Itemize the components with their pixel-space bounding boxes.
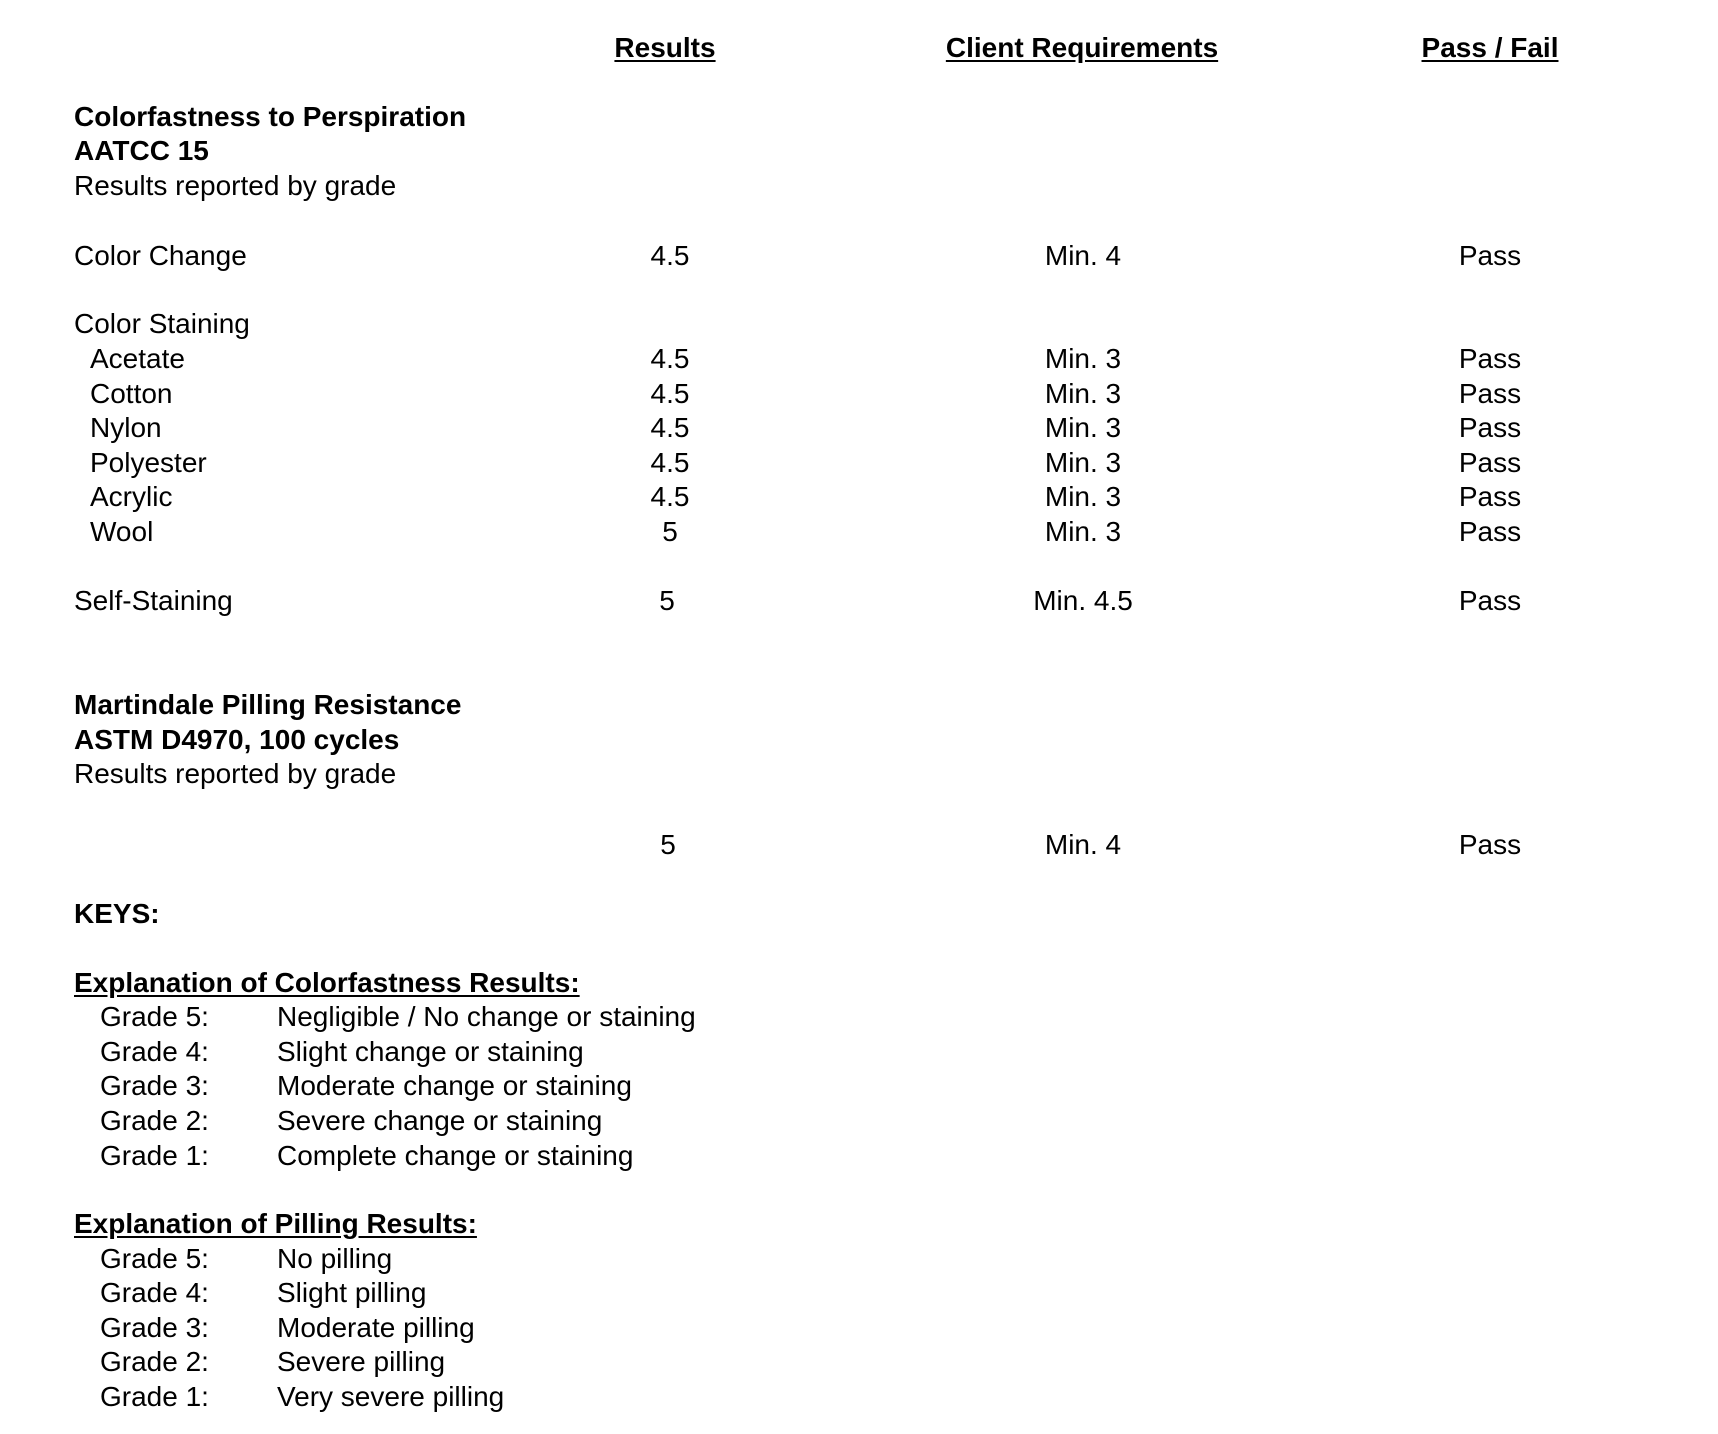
staining-nylon-status: Pass <box>1458 412 1522 443</box>
pl-grade-2-label: Grade 2: <box>100 1346 209 1377</box>
staining-polyester-label: Polyester <box>90 447 207 478</box>
pilling-title: Martindale Pilling Resistance <box>74 689 462 720</box>
staining-nylon-requirement: Min. 3 <box>1044 412 1122 443</box>
cf-grade-4-label: Grade 4: <box>100 1036 209 1067</box>
color-change-result: 4.5 <box>650 240 690 271</box>
staining-acetate-status: Pass <box>1458 343 1522 374</box>
header-pass-fail: Pass / Fail <box>1421 32 1559 63</box>
cf-grade-3-text: Moderate change or staining <box>277 1070 632 1101</box>
staining-nylon-label: Nylon <box>90 412 162 443</box>
staining-polyester-result: 4.5 <box>650 447 690 478</box>
self-staining-status: Pass <box>1458 585 1522 616</box>
staining-polyester-requirement: Min. 3 <box>1044 447 1122 478</box>
staining-nylon-result: 4.5 <box>650 412 690 443</box>
pl-grade-4-label: Grade 4: <box>100 1277 209 1308</box>
colorfastness-key-title: Explanation of Colorfastness Results: <box>74 967 580 998</box>
staining-acetate-requirement: Min. 3 <box>1044 343 1122 374</box>
pilling-status: Pass <box>1458 829 1522 860</box>
staining-acrylic-label: Acrylic <box>90 481 173 512</box>
staining-wool-status: Pass <box>1458 516 1522 547</box>
staining-cotton-result: 4.5 <box>650 378 690 409</box>
cf-grade-5-text: Negligible / No change or staining <box>277 1001 696 1032</box>
self-staining-label: Self-Staining <box>74 585 233 616</box>
staining-wool-requirement: Min. 3 <box>1044 516 1122 547</box>
staining-acrylic-requirement: Min. 3 <box>1044 481 1122 512</box>
pilling-result: 5 <box>660 829 676 860</box>
pl-grade-5-text: No pilling <box>277 1243 393 1274</box>
perspiration-title: Colorfastness to Perspiration <box>74 101 467 132</box>
staining-wool-label: Wool <box>90 516 154 547</box>
pilling-requirement: Min. 4 <box>1044 829 1122 860</box>
staining-polyester-status: Pass <box>1458 447 1522 478</box>
cf-grade-1-text: Complete change or staining <box>277 1140 634 1171</box>
color-change-label: Color Change <box>74 240 247 271</box>
staining-cotton-status: Pass <box>1458 378 1522 409</box>
staining-cotton-requirement: Min. 3 <box>1044 378 1122 409</box>
perspiration-method: AATCC 15 <box>74 135 209 166</box>
staining-acetate-result: 4.5 <box>650 343 690 374</box>
pilling-method: ASTM D4970, 100 cycles <box>74 724 400 755</box>
pl-grade-1-text: Very severe pilling <box>277 1381 505 1412</box>
color-change-status: Pass <box>1458 240 1522 271</box>
perspiration-note: Results reported by grade <box>74 170 397 201</box>
staining-acrylic-result: 4.5 <box>650 481 690 512</box>
cf-grade-5-label: Grade 5: <box>100 1001 209 1032</box>
self-staining-result: 5 <box>659 585 675 616</box>
cf-grade-3-label: Grade 3: <box>100 1070 209 1101</box>
pl-grade-2-text: Severe pilling <box>277 1346 446 1377</box>
self-staining-requirement: Min. 4.5 <box>1033 585 1133 616</box>
pilling-note: Results reported by grade <box>74 758 397 789</box>
keys-title: KEYS: <box>74 898 160 929</box>
pl-grade-1-label: Grade 1: <box>100 1381 209 1412</box>
staining-wool-result: 5 <box>662 516 678 547</box>
color-staining-label: Color Staining <box>74 308 250 339</box>
pl-grade-3-text: Moderate pilling <box>277 1312 475 1343</box>
staining-cotton-label: Cotton <box>90 378 173 409</box>
header-results: Results <box>614 32 716 63</box>
staining-acrylic-status: Pass <box>1458 481 1522 512</box>
staining-acetate-label: Acetate <box>90 343 185 374</box>
pl-grade-4-text: Slight pilling <box>277 1277 427 1308</box>
color-change-requirement: Min. 4 <box>1044 240 1122 271</box>
cf-grade-2-text: Severe change or staining <box>277 1105 603 1136</box>
cf-grade-4-text: Slight change or staining <box>277 1036 584 1067</box>
header-client-requirements: Client Requirements <box>945 32 1219 63</box>
cf-grade-1-label: Grade 1: <box>100 1140 209 1171</box>
cf-grade-2-label: Grade 2: <box>100 1105 209 1136</box>
pilling-key-title: Explanation of Pilling Results: <box>74 1208 477 1239</box>
pl-grade-5-label: Grade 5: <box>100 1243 209 1274</box>
pl-grade-3-label: Grade 3: <box>100 1312 209 1343</box>
